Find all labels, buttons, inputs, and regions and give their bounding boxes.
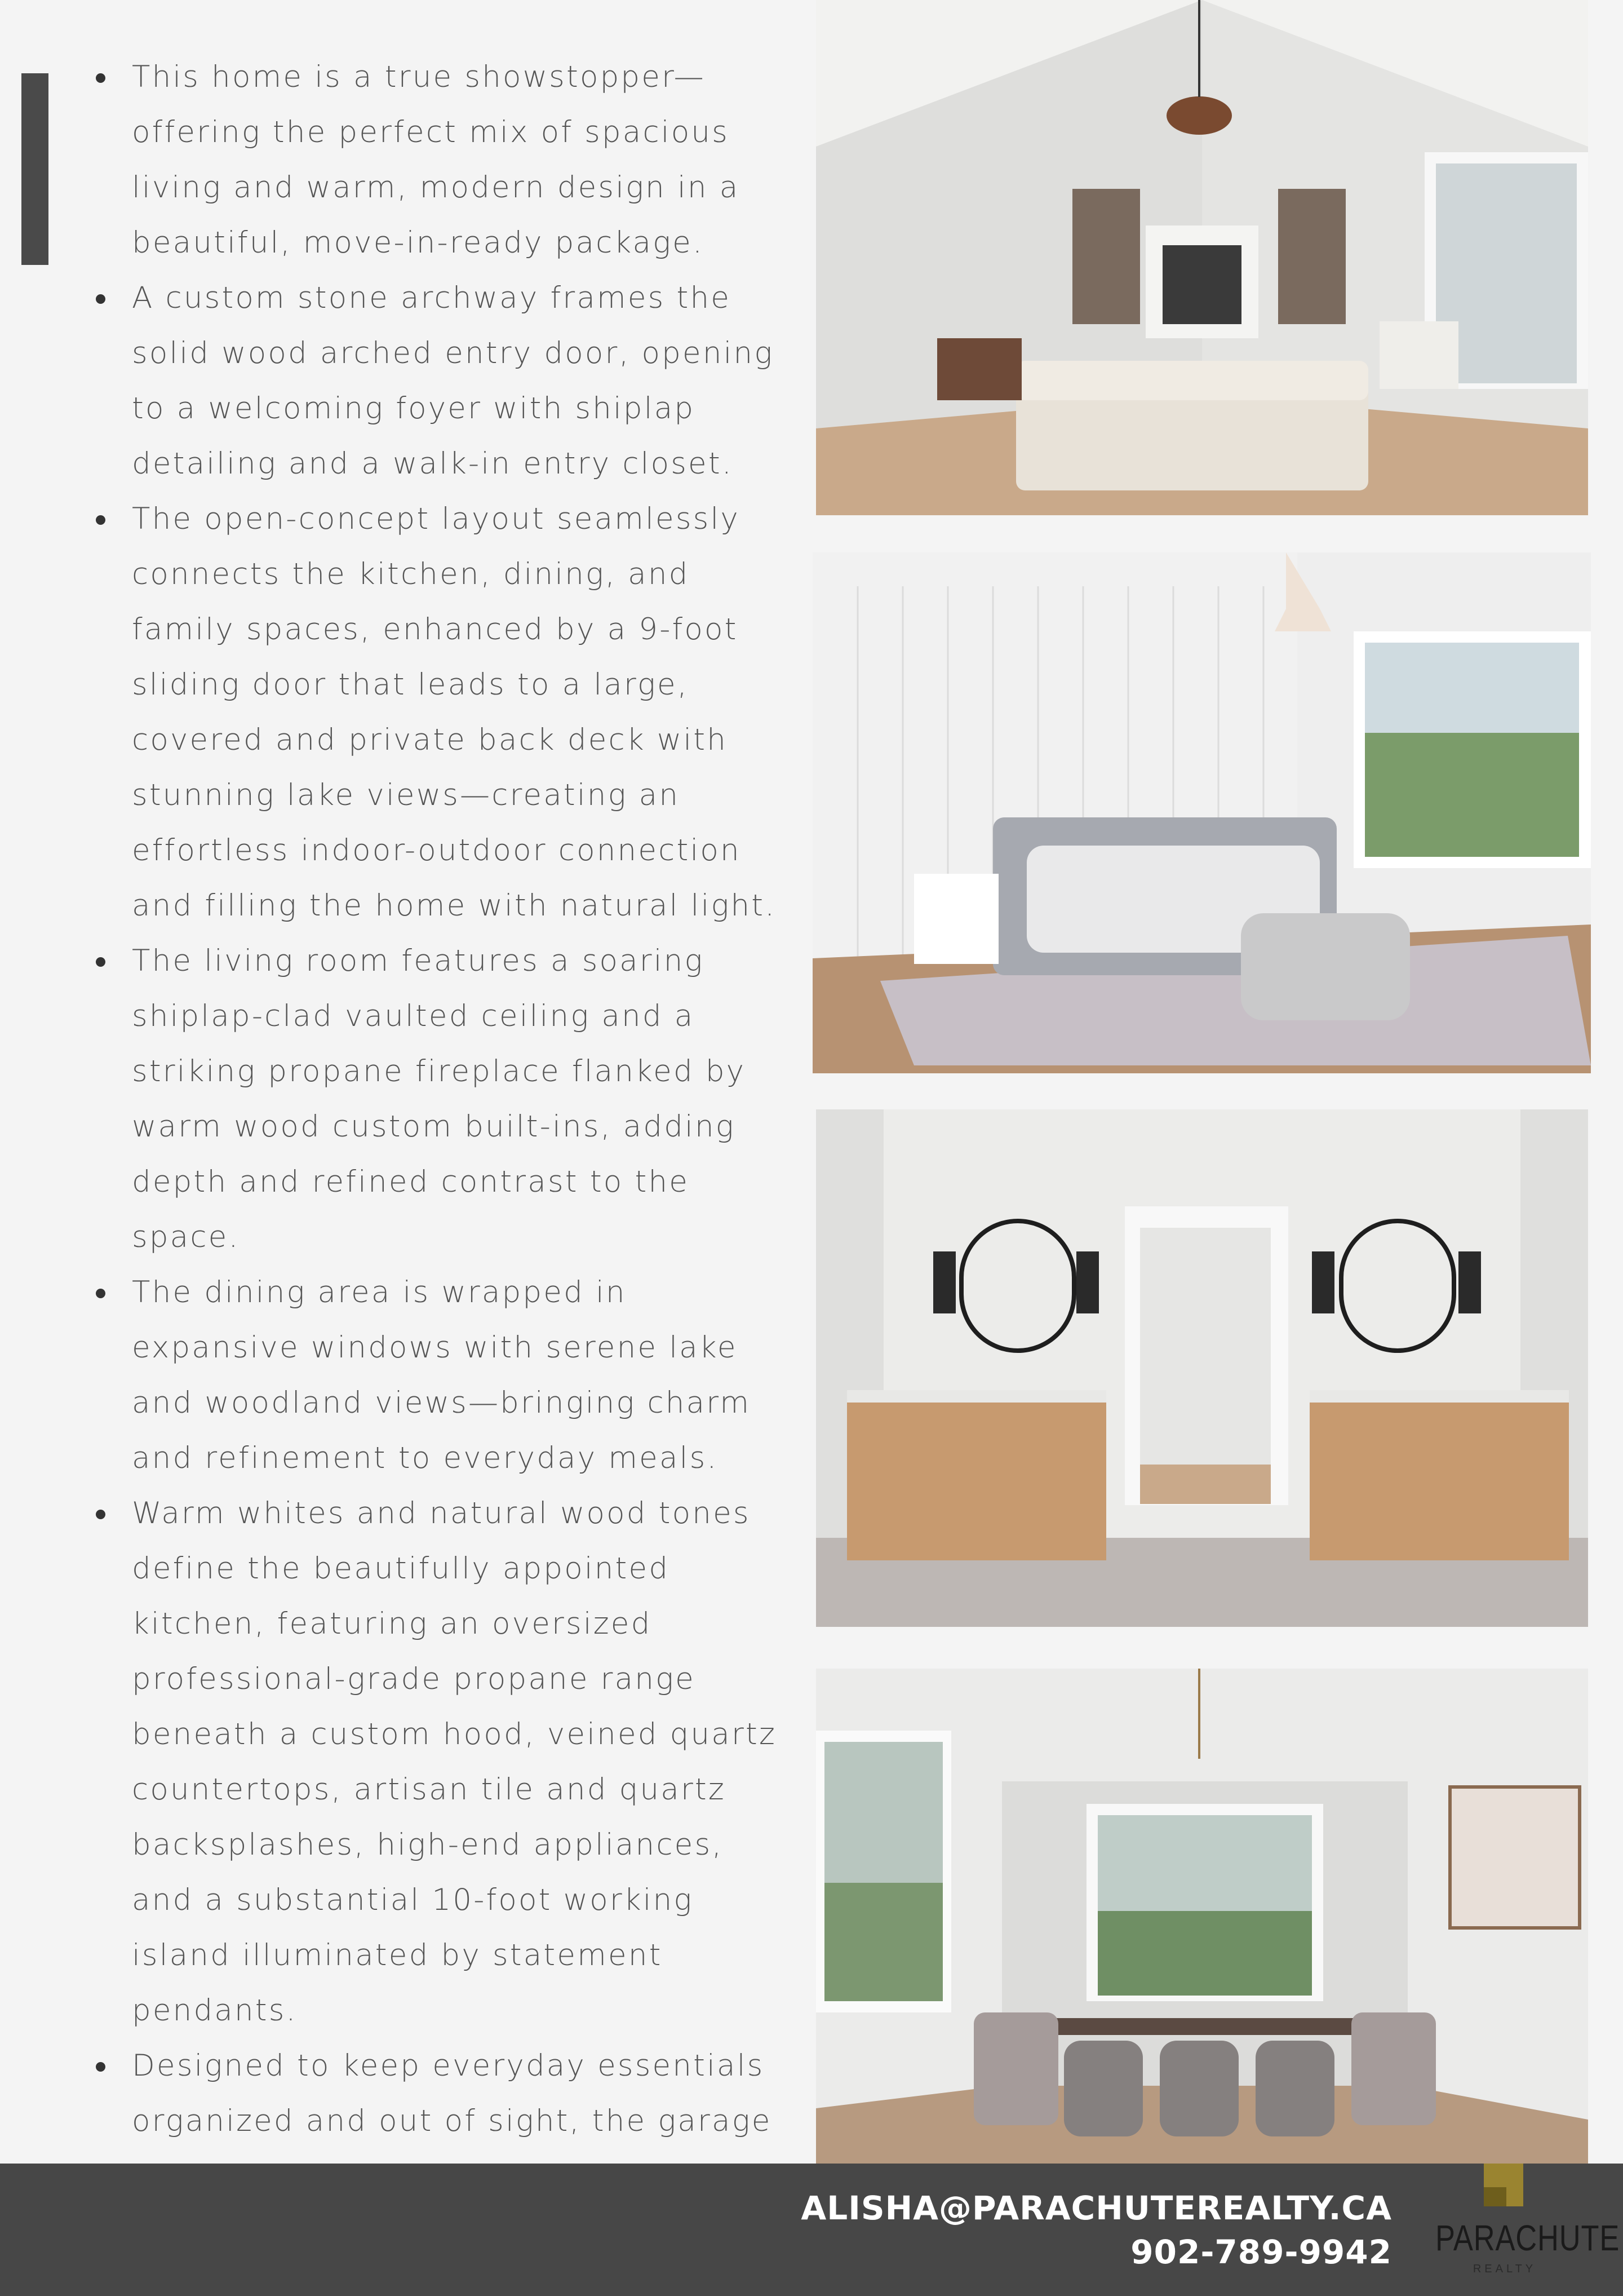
feature-item: The living room features a soaring shiplap-clad vaulted ceiling and a striking propane fireplace flanked by warm wood custom built-ins, adding depth and refined contrast to the space. <box>85 934 795 1265</box>
photo-living-room <box>816 0 1588 515</box>
footer <box>0 2164 1623 2296</box>
photo-bedroom <box>813 552 1591 1073</box>
accent-bar <box>21 73 48 265</box>
feature-item: Designed to keep everyday essentials organized and out of sight, the garage <box>85 2038 795 2259</box>
brand-logo <box>1420 2164 1620 2296</box>
logo-wordmark: PARACHUTE <box>1435 2218 1620 2258</box>
feature-item: The open-concept layout seamlessly connects the kitchen, dining, and family spaces, enhanced by a 9-foot sliding door that leads to a large, covered and private back deck with stunning lake views—creating an effortless indoor-outdoor connection and filling the home with natural light. <box>85 492 795 934</box>
feature-item: The dining area is wrapped in expansive windows with serene lake and woodland views—bringing charm and refinement to everyday meals. <box>85 1265 795 1486</box>
contact-email[interactable]: ALISHA@PARACHUTEREALTY.CA <box>801 2189 1392 2227</box>
contact-block <box>801 2186 1392 2274</box>
feature-item: A custom stone archway frames the solid wood arched entry door, opening to a welcoming foyer with shiplap detailing and a walk-in entry closet. <box>85 271 795 492</box>
contact-phone[interactable]: 902-789-9942 <box>1130 2233 1392 2271</box>
logo-subtext: REALTY <box>1473 2263 1537 2275</box>
parachute-logo-icon <box>1473 2164 1529 2214</box>
feature-list <box>85 50 795 2259</box>
photo-dining-room <box>816 1669 1588 2164</box>
feature-item: This home is a true showstopper—offering the perfect mix of spacious living and warm, modern design in a beautiful, move-in-ready package. <box>85 50 795 271</box>
feature-item: Warm whites and natural wood tones define the beautifully appointed kitchen, featuring an oversized professional-grade propane range beneath a custom hood, veined quartz countertops, artisan tile and quartz backsplashes, high-end appliances, and a substantial 10-foot working island illuminated by statement pendants. <box>85 1486 795 2038</box>
photo-bathroom <box>816 1109 1588 1627</box>
